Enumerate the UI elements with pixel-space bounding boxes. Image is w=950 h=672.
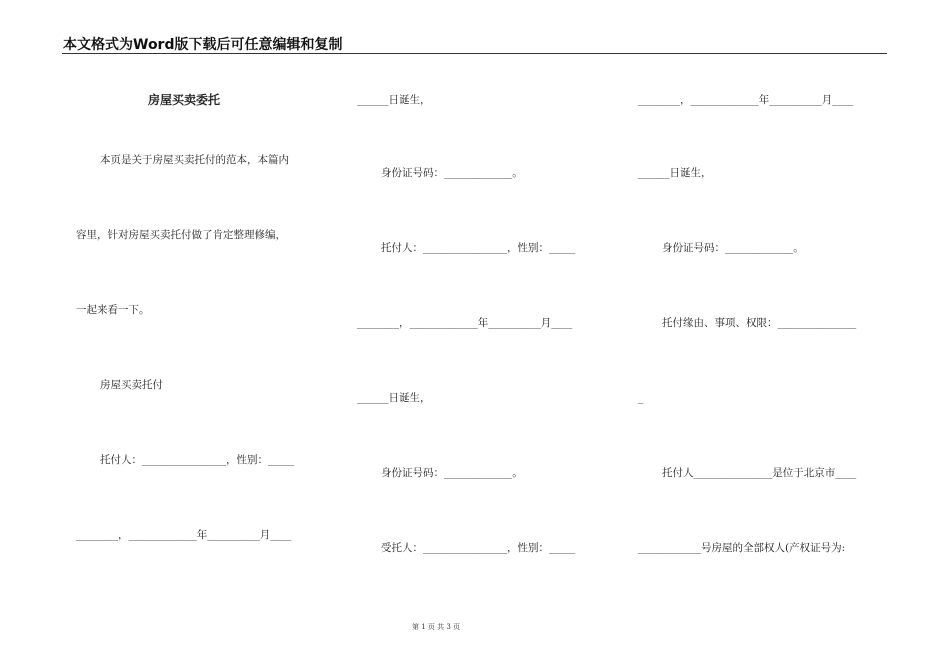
trustee-line: 受托人：________________，性别：_____ — [381, 542, 576, 554]
entrustor-line: 托付人：________________，性别：_____ — [381, 242, 576, 254]
id-number-line: 身份证号码：_____________。 — [662, 242, 804, 254]
intro-line-1: 本页是关于房屋买卖托付的范本，本篇内 — [100, 154, 289, 166]
date-line: ________，_____________年__________月____ — [357, 317, 573, 329]
owner-location-line: 托付人_______________是位于北京市____ — [662, 467, 857, 479]
date-line: ________，_____________年__________月____ — [76, 529, 292, 541]
property-number-line: ____________号房屋的全部权人(产权证号为: — [638, 542, 846, 554]
entrust-reason-line: 托付缘由、事项、权限：_______________ — [662, 317, 857, 329]
page-number: 第 1 页 共 3 页 — [412, 623, 461, 631]
id-number-line: 身份证号码：_____________。 — [381, 167, 523, 179]
header-rule — [62, 53, 887, 54]
intro-line-2: 容里，针对房屋买卖托付做了肯定整理修编， — [76, 229, 286, 241]
id-number-line: 身份证号码：_____________。 — [381, 467, 523, 479]
date-line: ________，_____________年__________月____ — [638, 94, 854, 106]
entrustor-line: 托付人：________________，性别：_____ — [100, 454, 295, 466]
blank-line: _ — [638, 392, 644, 404]
birth-line: ______日诞生， — [638, 167, 712, 179]
birth-line: ______日诞生， — [357, 94, 431, 106]
intro-line-3: 一起来看一下。 — [76, 304, 150, 316]
document-header: 本文格式为Word版下载后可任意编辑和复制 — [63, 37, 343, 53]
birth-line: ______日诞生， — [357, 392, 431, 404]
section-heading: 房屋买卖托付 — [100, 379, 163, 391]
doc-title: 房屋买卖委托 — [148, 93, 221, 107]
